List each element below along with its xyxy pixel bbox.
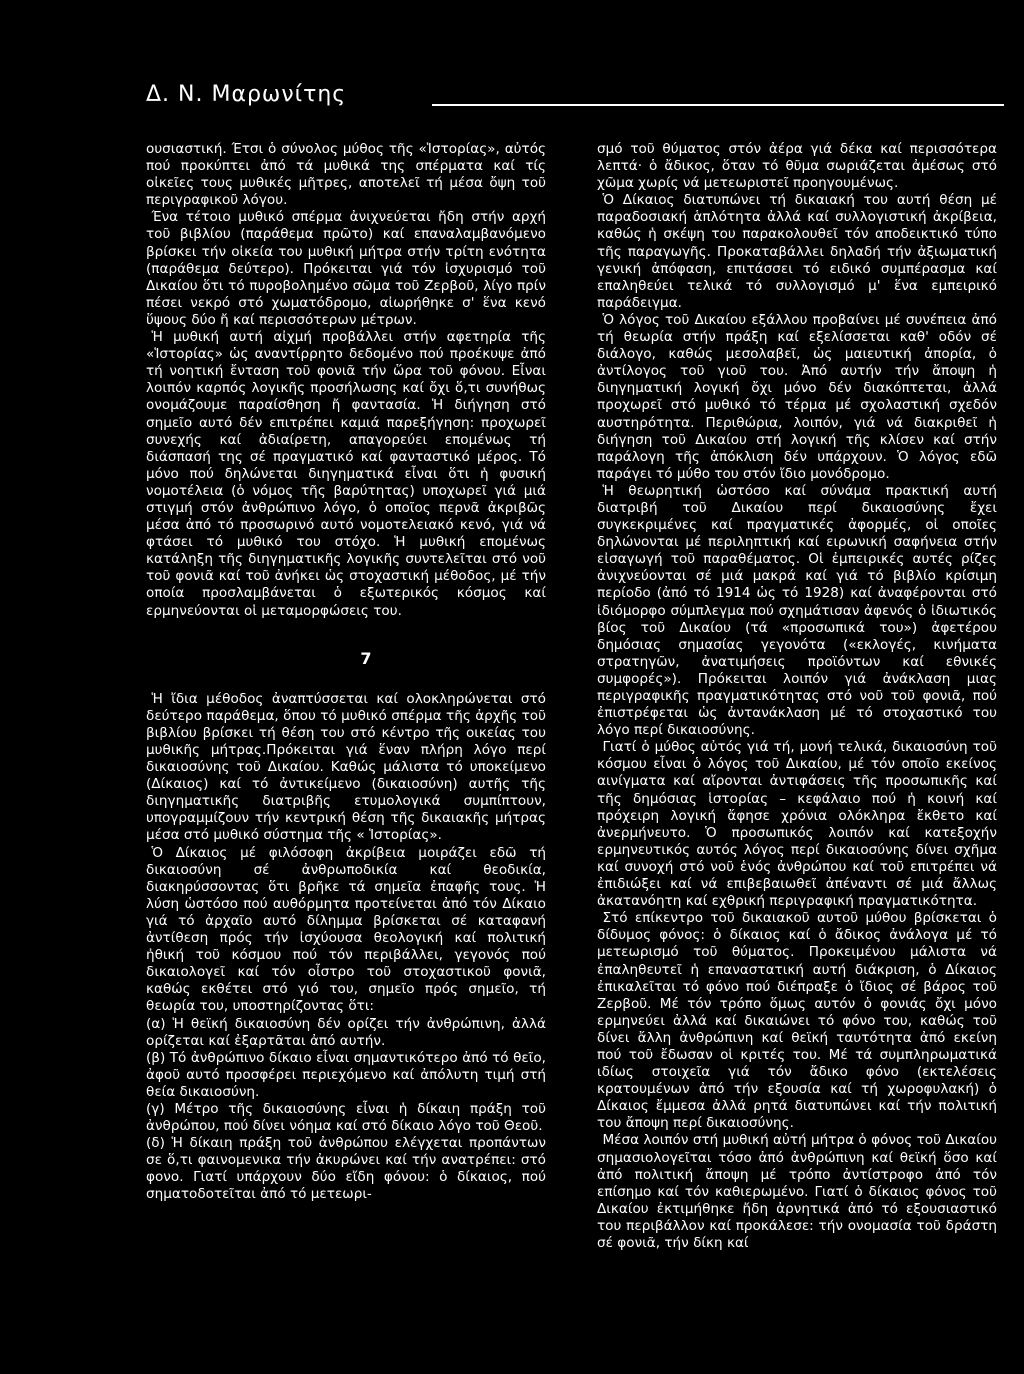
paragraph: ουσιαστική. Έτσι ὁ σύνολος μύθος τῆς «Ἱστορίας», αὐτός πού προκύπτει ἀπό τά μυθικά της σπέρματα καί τίς οἰκεῖες τους μυθικές μῆτρες, αποτελεῖ τή μέσα ὄψη τοῦ περιγραφικοῦ λόγου.	[146, 141, 546, 209]
paragraph: Ένα τέτοιο μυθικό σπέρμα ἀνιχνεύεται ἤδη στήν αρχή τοῦ βιβλίου (παράθεμα πρῶτο) καί επαναλαμβανόμενο βρίσκει τήν οἰκεία του μυθική μήτρα στήν τρίτη ενότητα (παράθεμα δεύτερο). Πρόκειται γιά τόν ἰσχυρισμό τοῦ Δικαίου ὅτι τό πυροβολημένο σῶμα τοῦ Ζερβοῦ, λίγο πρίν πέσει νεκρό στό χωματόδρομο, αἰωρήθηκε σ' ἕνα κενό ὕψους δύο ἤ καί περισσότερων μέτρων.	[146, 209, 546, 328]
paragraph: Ὁ λόγος τοῦ Δικαίου εξάλλου προβαίνει μέ συνέπεια ἀπό τή θεωρία στήν πράξη καί εξελίσσεται καθ' οδόν σέ διάλογο, καθώς μεσολαβεῖ, ὡς μαιευτική ἀπορία, ὁ ἀντίλογος τοῦ γιοῦ του. Ἀπό αυτήν τήν ἄποψη ἡ διηγηματική λογική ὄχι μόνο δέν διακόπτεται, ἀλλά προχωρεῖ στό μυθικό τό τέρμα μέ σχολαστική σχεδόν αυστηρότητα. Περιθώρια, λοιπόν, γιά νά διακριθεῖ ἡ διήγηση τοῦ Δικαίου στή λογική τῆς κλίσεν καί στήν παράλογη τῆς ἀπόκλιση δέν υπάρχουν. Ὁ λόγος εδῶ παράγει τό μύθο του στόν ἴδιο μονόδρομο.	[597, 311, 997, 482]
list-item: (δ) Ἡ δίκαιη πράξη τοῦ ἀνθρώπου ελέγχεται προπάντων σε ὅ,τι φαινομενικα τήν ἀκυρώνει καί τήν ανατρέπει: στό φονο. Γιατί υπάρχουν δύο εἴδη φόνου: ὁ δίκαιος, πού σηματοδοτεῖται ἀπό τό μετεωρι-	[146, 1135, 546, 1203]
paragraph: Στό επίκεντρο τοῦ δικαιακοῦ αυτοῦ μύθου βρίσκεται ὁ δίδυμος φόνος: ὁ δίκαιος καί ὁ ἄδικος ἀνάλογα μέ τό μετεωρισμό τοῦ θύματος. Προκειμένου μάλιστα νά ἐπαληθευτεῖ ἡ επαναστατική αυτή διάκριση, ὁ Δίκαιος ἐπικαλεῖται τό φόνο πού διέπραξε ὁ ἴδιος σέ βάρος τοῦ Ζερβοῦ. Μέ τόν τρόπο ὅμως αυτόν ὁ φονιάς ὄχι μόνο ερμηνεύει ἀλλά καί δικαιώνει τό φόνο του, καθώς τοῦ δίνει ἄλλη ἀνθρώπινη καί θεϊκή ταυτότητα ἀπό εκείνη πού τοῦ ἔδωσαν οἱ κριτές του. Μέ τά συμπληρωματικά ιδίως στοιχεῖα γιά τόν ἄδικο φόνο (εκτελέσεις κρατουμένων ἀπό τήν εξουσία καί τή χωροφυλακή) ὁ Δίκαιος ἔμμεσα ἀλλά ρητά διατυπώνει καί τήν πολιτική του ἄποψη περί δικαιοσύνης.	[597, 910, 997, 1132]
paragraph: Ὁ Δίκαιος μέ φιλόσοφη ἀκρίβεια μοιράζει εδῶ τή δικαιοσύνη σέ ἀνθρωποδικία καί θεοδικία, διακηρύσσοντας ὅτι βρῆκε τά σημεῖα ἐπαφῆς τους. Ἡ λύση ὡστόσο πού αυθόρμητα προτείνεται ἀπό τόν Δίκαιο γιά τό ἀρχαῖο αυτό δίλημμα βρίσκεται σέ καταφανή ἀντίθεση πρός τήν ἰσχύουσα θεολογική καί πολιτική ἠθική τοῦ κόσμου πού τόν περιβάλλει, γεγονός πού δικαιολογεῖ καί τόν οἶστρο τοῦ στοχαστικοῦ φονιᾶ, καθώς εκθέτει στό γιό του, σημεῖο πρός σημεῖο, τή θεωρία του, υποστηρίζοντας ὅτι:	[146, 844, 546, 1015]
section-number: 7	[360, 648, 372, 668]
left-column	[146, 141, 546, 1204]
paragraph: Γιατί ὁ μύθος αὐτός γιά τή, μονή τελικά, δικαιοσύνη τοῦ κόσμου εἶναι ὁ λόγος τοῦ Δικαίου, μέ τόν οποῖο εκείνος αινίγματα καί αἴρονται ἀντιφάσεις τῆς προσωπικῆς καί τῆς δημόσιας ἱστορίας – κεφάλαιο πού ἡ κοινή καί πρόχειρη λογική ἄφησε χρόνια ολόκληρα ἔκθετο καί ἀνερμήνευτο. Ὁ προσωπικός λοιπόν καί κατεξοχήν ερμηνευτικός αυτός λόγος περί δικαιοσύνης δίνει σχῆμα καί συνοχή στό νοῦ ἑνός ἀνθρώπου καί τοῦ επιτρέπει νά ἐπιδιώξει καί νά επιβεβαιωθεῖ ἀπέναντι σέ μιά ἄλλως ἀκατανόητη καί εχθρική περιγραφική πραγματικότητα.	[597, 739, 997, 910]
right-column	[597, 141, 997, 1252]
header-rule	[432, 104, 1004, 106]
page-header	[146, 82, 1004, 122]
paragraph: Μέσα λοιπόν στή μυθική αὐτή μήτρα ὁ φόνος τοῦ Δικαίου σημασιολογεῖται τόσο ἀπό ἀνθρώπινη καί θεϊκή ὅσο καί ἀπό πολιτική ἄποψη μέ τρόπο ἀντίστροφο ἀπό τόν επίσημο καί τόν καθιερωμένο. Γιατί ὁ δίκαιος φόνος τοῦ Δικαίου ἐκτιμήθηκε ἤδη ἀρνητικά ἀπό τό εξουσιαστικό του περιβάλλον καί προκάλεσε: τήν ονομασία τοῦ δράστη σέ φονιᾶ, τήν δίκη καί	[597, 1132, 997, 1251]
paragraph: Ἡ μυθική αυτή αἰχμή προβάλλει στήν αφετηρία τῆς «Ἱστορίας» ὡς αναντίρρητο δεδομένο πού προέκυψε ἀπό τή νοητική ἔνταση τοῦ φονιᾶ τήν ὥρα τοῦ φόνου. Εἶναι λοιπόν καρπός λογικῆς προσήλωσης καί ὄχι ὅ,τι συνήθως ονομάζουμε παραίσθηση ἤ φαντασία. Ἡ διήγηση στό σημεῖο αυτό δέν επιτρέπει καμιά παρεξήγηση: προχωρεῖ συνεχής καί ἀδιαίρετη, απαγορεύει επομένως τή διάσπασή της σέ πραγματικό καί φανταστικό μέρος. Τό μόνο πού δηλώνεται διηγηματικά εἶναι ὅτι ἡ φυσική νομοτέλεια (ὁ νόμος τῆς βαρύτητας) υποχωρεῖ γιά μιά στιγμή στόν ἀνθρώπινο λόγο, ὁ οποῖος περνᾶ ἀκριβῶς μέσα ἀπό τό προσωρινό αυτό νομοτελειακό κενό, γιά νά φτάσει τό μυθικό του στόχο. Ἡ μυθική επομένως κατάληξη τῆς διηγηματικῆς λογικῆς συντελεῖται στό νοῦ τοῦ φονιᾶ καί τοῦ ἀνήκει ὡς στοχαστική μέθοδος, μέ τήν οποία προσλαμβάνεται ὁ εξωτερικός κόσμος καί ερμηνεύονται οἱ μεταμορφώσεις του.	[146, 329, 546, 619]
paragraph: Ὁ Δίκαιος διατυπώνει τή δικαιακή του αυτή θέση μέ παραδοσιακή ἁπλότητα ἀλλά καί συλλογιστική ἀκρίβεια, καθώς ἡ σκέψη του παρακολουθεῖ τόν αποδεικτικό τύπο τῆς παραγωγῆς. Προκαταβάλλει δηλαδή τήν ἀξιωματική γενική ἀπόφαση, επιτάσσει τό ειδικό συμπέρασμα καί επαληθεύει τελικά τό συλλογισμό μ' ἕνα εμπειρικό παράδειγμα.	[597, 192, 997, 311]
paragraph: Ἡ θεωρητική ὡστόσο καί σύνάμα πρακτική αυτή διατριβή τοῦ Δικαίου περί δικαιοσύνης ἔχει συγκεκριμένες καί πραγματικές ἀφορμές, οἱ οποῖες δηλώνονται μέ περιληπτική καί ειρωνική σαφήνεια στήν εἰσαγωγή τοῦ παραθέματος. Οἱ ἐμπειρικές αυτές ρίζες ἀνιχνεύονται σέ μιά μακρά καί γιά τό βιβλίο κρίσιμη περίοδο (ἀπό τό 1914 ὡς τό 1928) καί ἀναφέρονται στό ἰδιόμορφο σύμπλεγμα πού σχημάτισαν ἀφενός ὁ ἰδιωτικός βίος τοῦ Δικαίου (τά «προσωπικά του») ἀφετέρου δημόσιας σημασίας γεγονότα («εκλογές, κινήματα στρατηγῶν, ἀνατιμήσεις προϊόντων καί εθνικές συμφορές»). Πρόκειται λοιπόν γιά ἀνάκλαση μιας περιγραφικῆς πραγματικότητας στό νοῦ τοῦ φονιᾶ, πού ἐπιστρέφεται ὡς ἀντανάκλαση μέ τό στοχαστικό του λόγο περί δικαιοσύνης.	[597, 482, 997, 739]
paragraph: Ἡ ἴδια μέθοδος ἀναπτύσσεται καί ολοκληρώνεται στό δεύτερο παράθεμα, ὅπου τό μυθικό σπέρμα τῆς ἀρχῆς τοῦ βιβλίου βρίσκει τή θέση του στό κέντρο τῆς οικείας του μυθικῆς μήτρας.Πρόκειται γιά ἕναν πλήρη λόγο περί δικαιοσύνης τοῦ Δικαίου. Καθώς μάλιστα τό υποκείμενο (Δίκαιος) καί τό ἀντικείμενο (δικαιοσύνη) αυτῆς τῆς διηγηματικῆς διατριβῆς ετυμολογικά συμπίπτουν, υπογραμμίζουν τήν κεντρική θέση τῆς δικαιακῆς μήτρας μέσα στό μυθικό σύστημα τῆς « Ἱστορίας».	[146, 690, 546, 844]
paragraph: σμό τοῦ θύματος στόν ἀέρα γιά δέκα καί περισσότερα λεπτά· ὁ ἄδικος, ὅταν τό θῦμα σωριάζεται ἀμέσως στό χῶμα χωρίς νά μετεωριστεῖ προηγουμένως.	[597, 141, 997, 192]
list-item: (α) Ἡ θεϊκή δικαιοσύνη δέν ορίζει τήν ἀνθρώπινη, ἀλλά ορίζεται καί ἐξαρτᾶται ἀπό αυτήν.	[146, 1015, 546, 1049]
running-head-author: Δ. Ν. Μαρωνίτης	[146, 82, 347, 107]
list-item: (β) Τό ἀνθρώπινο δίκαιο εἶναι σημαντικότερο ἀπό τό θεῖο, ἀφοῦ αυτό προσφέρει περιεχόμενο καί ἀπόλυτη τιμή στή θεία δικαιοσύνη.	[146, 1049, 546, 1100]
list-item: (γ) Μέτρο τῆς δικαιοσύνης εἶναι ἡ δίκαιη πράξη τοῦ ἀνθρώπου, πού δίνει νόημα καί στό δίκαιο λόγο τοῦ Θεοῦ.	[146, 1100, 546, 1135]
